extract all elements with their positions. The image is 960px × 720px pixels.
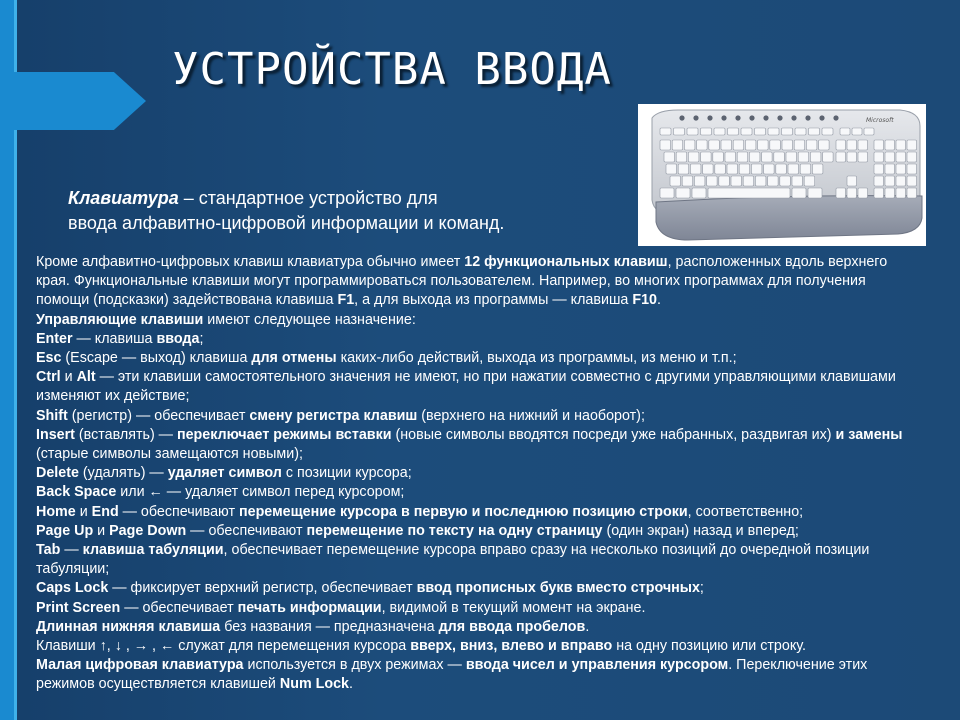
key-shape xyxy=(885,164,895,174)
key-shape xyxy=(674,128,685,135)
key-shape xyxy=(788,164,799,174)
bold-term: ввод прописных букв вместо строчных xyxy=(416,580,700,597)
bold-term: Home xyxy=(36,503,76,520)
text-segment: (старые символы замещаются новыми); xyxy=(36,446,303,463)
key-shape xyxy=(858,152,868,162)
bold-term: перемещение по тексту на одну страницу xyxy=(306,522,603,539)
key-shape xyxy=(874,188,884,198)
key-shape xyxy=(737,152,748,162)
bold-term: Insert xyxy=(36,426,75,443)
text-segment: — фиксирует верхний регистр, обеспечивает xyxy=(108,580,417,597)
definition-text-2: ввода алфавитно-цифровой информации и команд. xyxy=(68,213,505,233)
paragraph xyxy=(36,483,916,502)
bold-term: переключает режимы вставки xyxy=(176,426,392,443)
key-shape xyxy=(715,164,726,174)
key-shape xyxy=(672,140,683,150)
bold-term: Shift xyxy=(36,407,68,424)
key-shape xyxy=(819,140,830,150)
key-shape xyxy=(806,140,817,150)
bold-term: Num Lock xyxy=(279,676,350,693)
key-shape xyxy=(731,176,742,186)
text-segment: (вставлять) — xyxy=(74,426,177,443)
key-shape xyxy=(670,176,681,186)
paragraph xyxy=(36,637,916,656)
text-segment: — обеспечивают xyxy=(118,503,239,520)
text-segment: (новые символы вводятся посреди уже набранных, раздвигая их) xyxy=(391,426,836,443)
bold-term: и замены xyxy=(835,426,903,443)
paragraph xyxy=(36,522,916,541)
key-shape xyxy=(794,140,805,150)
bold-term: ввода чисел и управления курсором xyxy=(465,657,729,674)
key-shape xyxy=(713,152,724,162)
key-shape xyxy=(808,188,822,198)
paragraph xyxy=(36,656,916,694)
text-segment: используется в двух режимах — xyxy=(243,657,466,674)
key-shape xyxy=(762,152,773,162)
term-keyboard: Клавиатура xyxy=(68,188,179,208)
text-segment: на одну позицию или строку. xyxy=(612,638,806,655)
key-shape xyxy=(664,152,675,162)
bold-term: F1 xyxy=(337,292,355,309)
key-shape xyxy=(896,176,906,186)
media-button-shape xyxy=(833,115,838,120)
bold-term: Page Down xyxy=(109,522,187,539)
key-shape xyxy=(676,188,690,198)
key-shape xyxy=(847,140,857,150)
key-shape xyxy=(728,128,739,135)
key-shape xyxy=(847,176,857,186)
key-shape xyxy=(836,140,846,150)
media-button-shape xyxy=(693,115,698,120)
bold-term: Alt xyxy=(76,369,96,386)
key-shape xyxy=(755,128,766,135)
paragraph xyxy=(36,503,916,522)
key-shape xyxy=(697,140,708,150)
key-shape xyxy=(798,152,809,162)
paragraph xyxy=(36,311,916,330)
text-segment: . xyxy=(349,676,353,693)
key-shape xyxy=(810,152,821,162)
key-shape xyxy=(684,140,695,150)
key-shape xyxy=(804,176,815,186)
key-shape xyxy=(800,164,811,174)
key-shape xyxy=(782,140,793,150)
keyboard-image xyxy=(638,104,926,246)
paragraph xyxy=(36,426,916,464)
media-button-shape xyxy=(763,115,768,120)
paragraph xyxy=(36,541,916,579)
slide-title: УСТРОЙСТВА ВВОДА xyxy=(172,44,612,95)
key-shape xyxy=(690,164,701,174)
key-shape xyxy=(823,152,834,162)
key-shape xyxy=(660,140,671,150)
key-shape xyxy=(896,188,906,198)
key-shape xyxy=(666,164,677,174)
key-shape xyxy=(864,128,874,135)
key-shape xyxy=(739,164,750,174)
text-segment: — обеспечивают xyxy=(186,522,307,539)
bold-term: ввода xyxy=(156,330,200,347)
bold-term: Ctrl xyxy=(36,369,61,386)
text-segment: и xyxy=(75,503,92,520)
key-shape xyxy=(780,176,791,186)
bold-term: вверх, вниз, влево и вправо xyxy=(410,638,613,655)
paragraph xyxy=(36,407,916,426)
key-shape xyxy=(896,164,906,174)
text-segment: , соответственно; xyxy=(687,503,804,520)
key-shape xyxy=(874,176,884,186)
key-shape xyxy=(858,188,868,198)
key-shape xyxy=(701,152,712,162)
key-shape xyxy=(809,128,820,135)
bold-term: Esc xyxy=(36,350,62,367)
media-button-shape xyxy=(805,115,810,120)
media-button-shape xyxy=(721,115,726,120)
key-shape xyxy=(896,140,906,150)
intro-definition xyxy=(68,186,628,236)
paragraph xyxy=(36,579,916,598)
bold-term: Tab xyxy=(36,542,61,559)
key-shape xyxy=(687,128,698,135)
key-shape xyxy=(792,176,803,186)
key-shape xyxy=(836,152,846,162)
text-segment: каких-либо действий, выхода из программы, из меню и т.п.; xyxy=(336,350,737,367)
bold-term: печать информации xyxy=(237,599,382,616)
paragraph xyxy=(36,599,916,618)
key-shape xyxy=(795,128,806,135)
text-segment: (Escape — выход) клавиша xyxy=(61,350,252,367)
bold-term: перемещение курсора в первую и последнюю позицию строки xyxy=(238,503,688,520)
key-shape xyxy=(714,128,725,135)
text-segment: , обеспечивает перемещение курсора вправо сразу на несколько позиций до очередной позиции табуляции; xyxy=(36,542,870,578)
key-shape xyxy=(692,188,706,198)
text-segment: (регистр) — обеспечивает xyxy=(67,407,250,424)
media-button-shape xyxy=(791,115,796,120)
paragraph xyxy=(36,330,916,349)
text-segment: — клавиша xyxy=(72,330,157,347)
key-shape xyxy=(768,128,779,135)
key-shape xyxy=(786,152,797,162)
key-shape xyxy=(907,188,917,198)
text-segment: , а для выхода из программы — клавиша xyxy=(354,292,633,309)
media-button-shape xyxy=(735,115,740,120)
key-shape xyxy=(719,176,730,186)
text-segment: — эти клавиши самостоятельного значения не имеют, но при нажатии совместно с другими управляющими клавишами изменяют их действие; xyxy=(36,369,896,405)
text-segment: , расположенных вдоль верхнего края. Функциональные клавиши могут программироваться пользователем. Например, во многих программах для получения помощи (подсказки) задействована клавиша xyxy=(36,254,888,309)
bold-term: Enter xyxy=(36,330,73,347)
text-segment: с позиции курсора; xyxy=(281,465,412,482)
bold-term: удаляет символ xyxy=(167,465,282,482)
media-button-shape xyxy=(819,115,824,120)
bold-term: для ввода пробелов xyxy=(438,618,586,635)
key-shape xyxy=(751,164,762,174)
text-segment: (удалять) — xyxy=(78,465,168,482)
key-shape xyxy=(874,164,884,174)
key-shape xyxy=(907,152,917,162)
text-segment: без названия — предназначена xyxy=(220,618,439,635)
key-shape xyxy=(721,140,732,150)
key-shape xyxy=(885,176,895,186)
text-segment: . Переключение этих режимов осуществляется клавишей xyxy=(36,657,868,693)
key-shape xyxy=(822,128,833,135)
key-shape xyxy=(755,176,766,186)
bold-term: Page Up xyxy=(36,522,94,539)
text-segment: — обеспечивает xyxy=(120,599,238,616)
key-shape xyxy=(907,176,917,186)
text-segment: . xyxy=(585,618,590,635)
media-button-shape xyxy=(749,115,754,120)
key-shape xyxy=(725,152,736,162)
key-shape xyxy=(885,188,895,198)
bold-term: Back Space xyxy=(36,484,117,501)
key-shape xyxy=(812,164,823,174)
brand-label: Microsoft xyxy=(866,117,894,124)
text-segment: Клавиши ↑, ↓ , → , ← служат для перемещения курсора xyxy=(36,638,411,655)
key-shape xyxy=(847,152,857,162)
text-segment: и xyxy=(60,369,77,386)
bold-term: Caps Lock xyxy=(36,580,109,597)
key-shape xyxy=(858,140,868,150)
key-shape xyxy=(907,164,917,174)
key-shape xyxy=(749,152,760,162)
bold-term: Малая цифровая клавиатура xyxy=(36,657,244,674)
key-shape xyxy=(774,152,785,162)
key-shape xyxy=(896,152,906,162)
key-shape xyxy=(885,140,895,150)
key-shape xyxy=(660,188,674,198)
text-segment: Кроме алфавитно-цифровых клавиш клавиатура обычно имеет xyxy=(36,254,465,270)
definition-text-1: – стандартное устройство для xyxy=(178,188,438,208)
media-button-shape xyxy=(707,115,712,120)
media-button-shape xyxy=(679,115,684,120)
key-shape xyxy=(688,152,699,162)
bold-term: F10 xyxy=(632,292,657,309)
key-descriptions xyxy=(36,253,916,695)
key-shape xyxy=(741,128,752,135)
key-shape xyxy=(709,140,720,150)
paragraph xyxy=(36,368,916,406)
key-shape xyxy=(682,176,693,186)
text-segment: или ← — удаляет символ перед курсором; xyxy=(116,484,405,501)
keyboard-icon xyxy=(638,104,926,246)
paragraph xyxy=(36,464,916,483)
paragraph xyxy=(36,618,916,637)
bold-term: Управляющие клавиши xyxy=(36,311,204,328)
text-segment: ; xyxy=(699,580,704,597)
text-segment: ; xyxy=(199,330,204,347)
key-shape xyxy=(727,164,738,174)
key-shape xyxy=(770,140,781,150)
paragraph xyxy=(36,349,916,368)
key-shape xyxy=(707,176,718,186)
bold-term: клавиша табуляции xyxy=(82,542,224,559)
media-button-shape xyxy=(777,115,782,120)
bold-term: End xyxy=(91,503,119,520)
intro-line-1 xyxy=(68,186,628,211)
key-shape xyxy=(758,140,769,150)
key-shape xyxy=(676,152,687,162)
text-segment: и xyxy=(93,522,110,539)
bold-term: Длинная нижняя клавиша xyxy=(36,618,221,635)
text-segment: — xyxy=(60,542,83,559)
key-shape xyxy=(885,152,895,162)
key-shape xyxy=(701,128,712,135)
key-shape xyxy=(852,128,862,135)
bold-term: смену регистра клавиш xyxy=(249,407,418,424)
key-shape xyxy=(782,128,793,135)
key-shape xyxy=(708,188,790,198)
key-shape xyxy=(874,152,884,162)
bold-term: Print Screen xyxy=(36,599,121,616)
key-shape xyxy=(792,188,806,198)
text-segment: , видимой в текущий момент на экране. xyxy=(381,599,646,616)
bold-term: для отмены xyxy=(251,350,337,367)
text-segment: имеют следующее назначение: xyxy=(203,311,416,328)
key-shape xyxy=(768,176,779,186)
key-shape xyxy=(743,176,754,186)
key-shape xyxy=(694,176,705,186)
key-shape xyxy=(733,140,744,150)
key-shape xyxy=(764,164,775,174)
key-shape xyxy=(678,164,689,174)
key-shape xyxy=(836,188,846,198)
key-shape xyxy=(840,128,850,135)
text-segment: (один экран) назад и вперед; xyxy=(602,522,799,539)
paragraph xyxy=(36,253,916,311)
key-shape xyxy=(847,188,857,198)
bold-term: 12 функциональных клавиш xyxy=(464,254,668,270)
text-segment: (верхнего на нижний и наоборот); xyxy=(417,407,645,424)
bold-term: Delete xyxy=(36,465,79,482)
text-segment: . xyxy=(656,292,661,309)
key-shape xyxy=(703,164,714,174)
key-shape xyxy=(660,128,671,135)
key-shape xyxy=(874,140,884,150)
key-shape xyxy=(907,140,917,150)
key-shape xyxy=(745,140,756,150)
key-shape xyxy=(776,164,787,174)
